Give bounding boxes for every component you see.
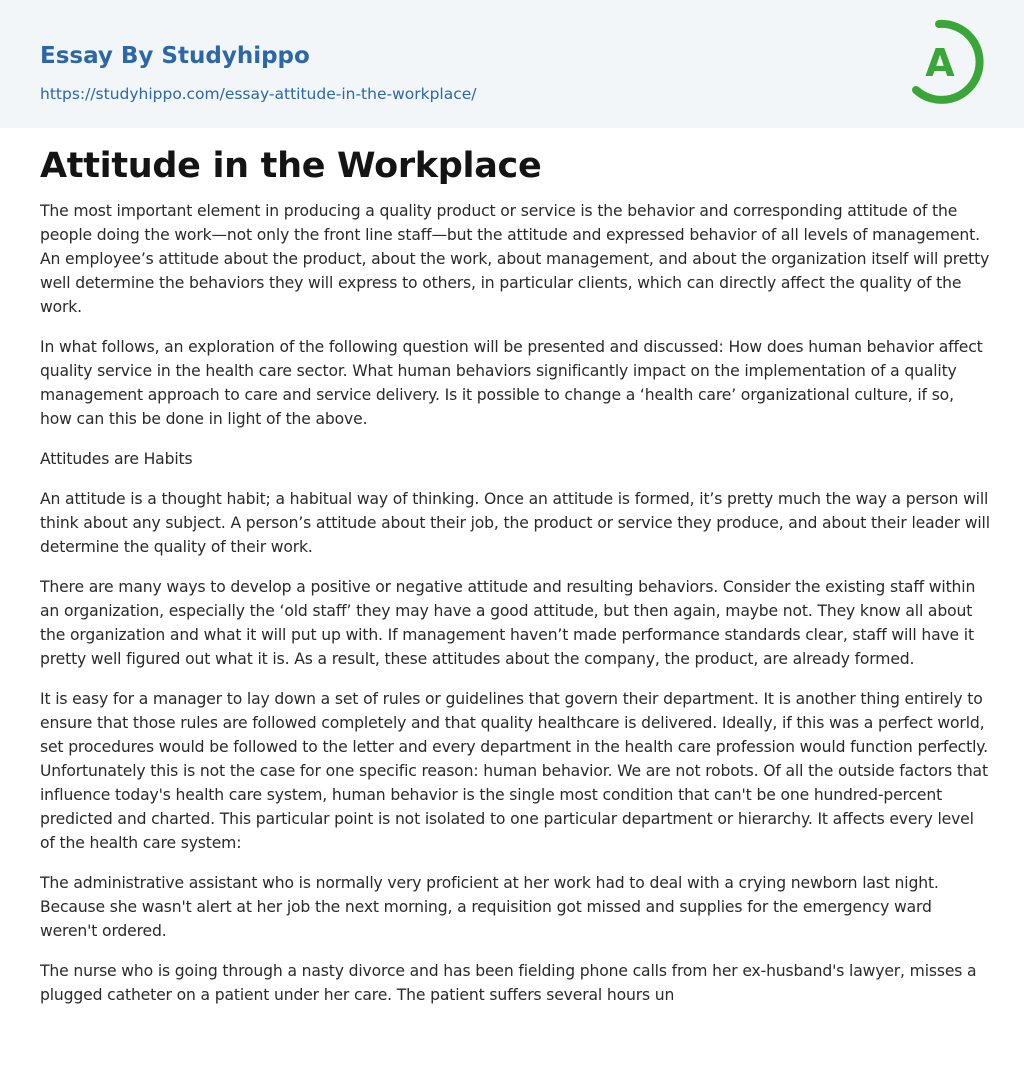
essay-paragraph-7: The nurse who is going through a nasty divorce and has been fielding phone calls from her ex-husband's lawyer, misses a plugged catheter on a patient under her care. The patient suffers several hours un: [40, 962, 977, 1004]
essay-paragraph-4: There are many ways to develop a positive or negative attitude and resulting behaviors. Consider the existing staff within an organization, especially the ‘old staff’ they may have a good attitude, but then again, maybe not. They know all about the organization and what it will put up with. If management haven’t made performance standards clear, staff will have it pretty well figured out what it is. As a result, these attitudes about the company, the product, are already formed.: [40, 578, 976, 668]
essay-paragraph-3: An attitude is a thought habit; a habitual way of thinking. Once an attitude is formed, it’s pretty much the way a person will think about any subject. A person’s attitude about their job, the product or service they produce, and about their leader will determine the quality of their work.: [40, 490, 990, 556]
essay-content: [40, 143, 990, 1023]
essay-paragraph-6: The administrative assistant who is normally very proficient at her work had to deal with a crying newborn last night. Because she wasn't alert at her job the next morning, a requisition got missed and supplies for the emergency ward weren't ordered.: [40, 874, 939, 940]
essay-paragraph-2: In what follows, an exploration of the following question will be presented and discussed: How does human behavior affect quality service in the health care sector. What human behaviors significantly impact on the implementation of a quality management approach to care and service delivery. Is it possible to change a ‘health care’ organizational culture, if so, how can this be done in light of the above.: [40, 338, 983, 428]
studyhippo-logo-icon[interactable]: [902, 18, 988, 106]
source-url-link[interactable]: https://studyhippo.com/essay-attitude-in-the-workplace/: [40, 85, 477, 103]
site-title: Essay By Studyhippo: [40, 43, 310, 69]
site-header: [0, 0, 1024, 128]
section-heading-attitudes-are-habits: Attitudes are Habits: [40, 450, 193, 468]
essay-paragraph-5: It is easy for a manager to lay down a set of rules or guidelines that govern their department. It is another thing entirely to ensure that those rules are followed completely and that quality healthcare is delivered. Ideally, if this was a perfect world, set procedures would be followed to the letter and every department in the health care profession would function perfectly. Unfortunately this is not the case for one specific reason: human behavior. We are not robots. Of all the outside factors that influence today's health care system, human behavior is the single most condition that can't be one hundred-percent predicted and charted. This particular point is not isolated to one particular department or hierarchy. It affects every level of the health care system:: [40, 690, 988, 852]
essay-title: Attitude in the Workplace: [40, 146, 542, 186]
logo-letter: A: [925, 41, 955, 85]
essay-paragraph-1: The most important element in producing a quality product or service is the behavior and corresponding attitude of the people doing the work—not only the front line staff—but the attitude and expressed behavior of all levels of management. An employee’s attitude about the product, about the work, about management, and about the organization itself will pretty well determine the behaviors they will express to others, in particular clients, which can directly affect the quality of the work.: [40, 202, 990, 316]
